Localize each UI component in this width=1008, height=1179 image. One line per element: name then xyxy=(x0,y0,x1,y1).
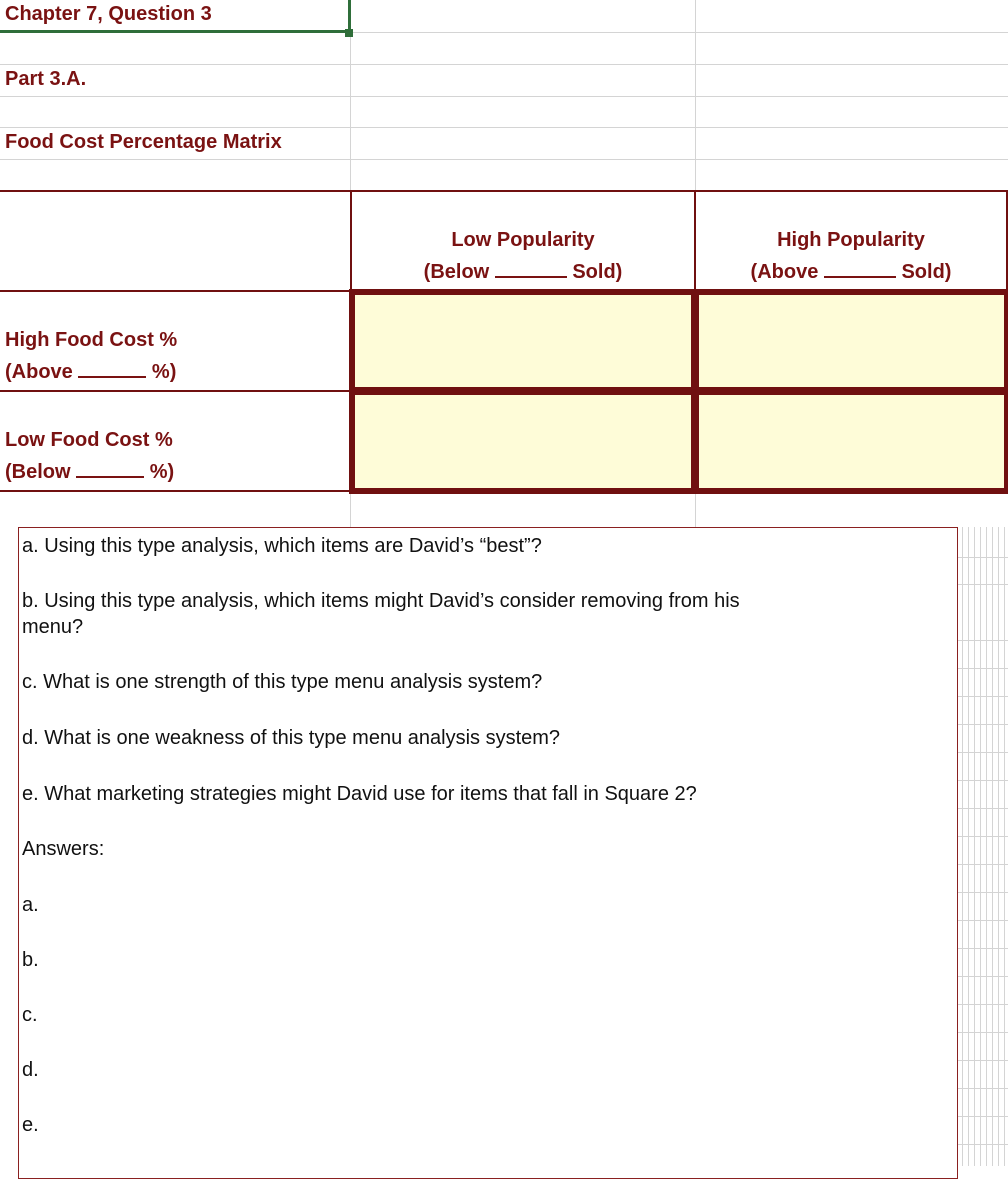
row-header-line2 xyxy=(5,356,177,388)
grid-line xyxy=(956,948,1008,949)
row-header-high-food-cost[interactable] xyxy=(5,324,177,388)
answer-a: a. xyxy=(22,894,39,916)
row-header-prefix: (Above xyxy=(5,361,73,383)
matrix-title[interactable]: Food Cost Percentage Matrix xyxy=(5,131,282,153)
grid-line xyxy=(980,527,981,1166)
cell-selection-border xyxy=(0,30,350,33)
answer-e: e. xyxy=(22,1114,39,1136)
col-header-high-popularity[interactable] xyxy=(696,224,1006,288)
grid-line xyxy=(956,864,1008,865)
blank-underline xyxy=(495,258,567,278)
grid-line xyxy=(962,527,963,1166)
row-header-line1: High Food Cost % xyxy=(5,329,178,351)
grid-line xyxy=(956,584,1008,585)
grid-line xyxy=(1004,527,1005,1166)
grid-line xyxy=(956,808,1008,809)
col-header-line2 xyxy=(696,256,1006,288)
blank-underline xyxy=(76,458,144,478)
row-header-low-food-cost[interactable] xyxy=(5,424,174,488)
grid-line xyxy=(956,724,1008,725)
answer-b: b. xyxy=(22,949,39,971)
grid-line xyxy=(956,752,1008,753)
col-header-line2 xyxy=(352,256,694,288)
row-header-prefix: (Below xyxy=(5,461,71,483)
grid-line xyxy=(956,1144,1008,1145)
grid-line xyxy=(956,557,1008,558)
grid-line xyxy=(956,1032,1008,1033)
grid-line xyxy=(0,64,1008,65)
grid-line xyxy=(956,696,1008,697)
matrix-square-4[interactable] xyxy=(699,395,1004,488)
grid-line xyxy=(956,668,1008,669)
answer-c: c. xyxy=(22,1004,38,1026)
grid-line xyxy=(974,527,975,1166)
answer-d: d. xyxy=(22,1059,39,1081)
grid-line xyxy=(0,96,1008,97)
matrix-row-border xyxy=(0,490,350,492)
questions-text-box[interactable] xyxy=(18,527,958,1179)
matrix-square-1[interactable] xyxy=(355,295,691,387)
grid-line xyxy=(0,127,1008,128)
row-header-line1: Low Food Cost % xyxy=(5,429,173,451)
grid-line xyxy=(956,1060,1008,1061)
grid-line xyxy=(998,527,999,1166)
col-header-prefix: (Below xyxy=(423,261,490,283)
col-header-prefix: (Above xyxy=(750,261,819,283)
grid-line xyxy=(992,527,993,1166)
grid-line xyxy=(986,527,987,1166)
answers-label: Answers: xyxy=(22,838,105,860)
question-e: e. What marketing strategies might David use for items that fall in Square 2? xyxy=(22,783,697,805)
row-header-suffix: %) xyxy=(151,361,177,383)
question-b-line2: menu? xyxy=(22,616,84,638)
question-b-line1: b. Using this type analysis, which items might David’s consider removing from his xyxy=(22,590,740,612)
grid-line xyxy=(956,1004,1008,1005)
matrix-row-border xyxy=(0,390,350,392)
grid-line xyxy=(0,159,1008,160)
grid-line xyxy=(956,1116,1008,1117)
row-header-line2 xyxy=(5,456,174,488)
grid-line xyxy=(956,836,1008,837)
grid-line xyxy=(956,640,1008,641)
part-label[interactable]: Part 3.A. xyxy=(5,68,87,90)
sheet-title[interactable]: Chapter 7, Question 3 xyxy=(5,3,212,25)
col-header-low-popularity[interactable] xyxy=(352,224,694,288)
matrix-square-2[interactable] xyxy=(699,295,1004,387)
col-header-suffix: Sold) xyxy=(901,261,952,283)
grid-line xyxy=(956,976,1008,977)
col-header-line1: Low Popularity xyxy=(451,229,595,251)
grid-line xyxy=(956,892,1008,893)
question-a: a. Using this type analysis, which items are David’s “best”? xyxy=(22,535,542,557)
matrix-square-3[interactable] xyxy=(355,395,691,488)
grid-line xyxy=(968,527,969,1166)
grid-line xyxy=(956,780,1008,781)
col-header-line1: High Popularity xyxy=(777,229,925,251)
row-header-suffix: %) xyxy=(149,461,175,483)
question-c: c. What is one strength of this type menu analysis system? xyxy=(22,671,543,693)
grid-line xyxy=(956,1088,1008,1089)
grid-line xyxy=(956,920,1008,921)
blank-underline xyxy=(824,258,896,278)
blank-underline xyxy=(78,358,146,378)
matrix-row-border xyxy=(0,290,350,292)
question-d: d. What is one weakness of this type menu analysis system? xyxy=(22,727,561,749)
col-header-suffix: Sold) xyxy=(572,261,623,283)
fill-handle[interactable] xyxy=(345,29,353,37)
matrix-top-border xyxy=(0,190,1008,192)
